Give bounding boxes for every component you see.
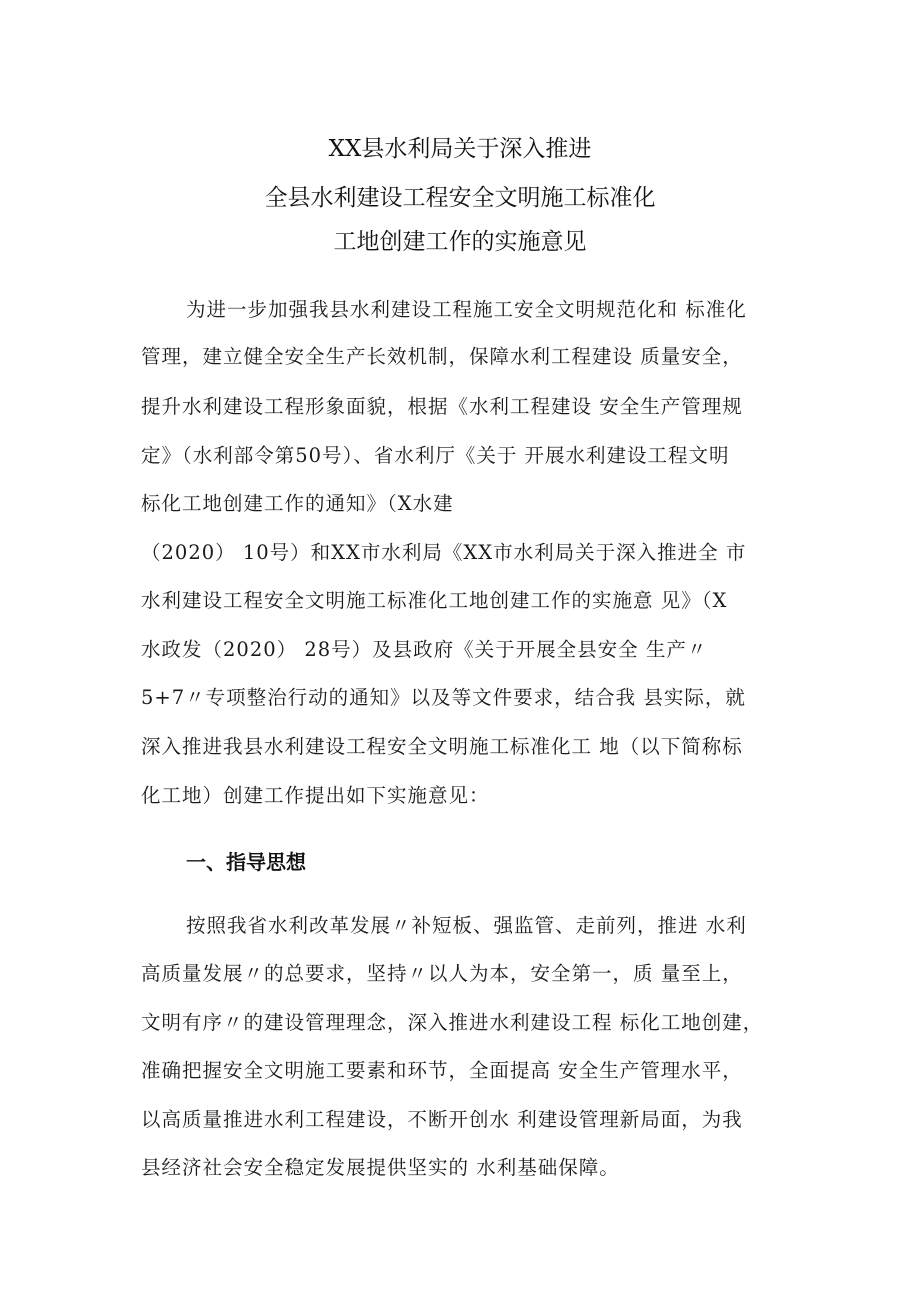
intro-line-2: 管理，建立健全安全生产长效机制，保障水利工程建设 质量安全，	[141, 345, 743, 368]
section1-line-2: 高质量发展〃的总要求，坚持〃以人为本，安全第一，质 量至上，	[141, 962, 743, 985]
intro-line-8: 水政发（2020） 28号）及县政府《关于开展全县安全 生产〃	[141, 638, 708, 661]
intro-line-4: 定》（水利部令第50号）、省水利厅《关于 开展水利建设工程文明	[141, 444, 730, 467]
section1-line-5: 以高质量推进水利工程建设，不断开创水 利建设管理新局面，为我	[141, 1108, 743, 1131]
title-line-1: XX县水利局关于深入推进	[328, 136, 592, 162]
intro-line-6: （2020） 10号）和XX市水利局《XX市水利局关于深入推进全 市	[141, 541, 747, 564]
section-heading-guiding-ideology: 一、指导思想	[186, 850, 306, 874]
intro-line-3: 提升水利建设工程形象面貌，根据《水利工程建设 安全生产管理规	[141, 395, 743, 418]
intro-line-5: 标化工地创建工作的通知》（X水建	[141, 492, 454, 515]
section1-line-6: 县经济社会安全稳定发展提供坚实的 水利基础保障。	[141, 1156, 620, 1179]
intro-line-1: 为进一步加强我县水利建设工程施工安全文明规范化和 标准化	[186, 298, 747, 321]
intro-line-9: 5+7〃专项整治行动的通知》以及等文件要求，结合我 县实际，就	[141, 686, 746, 709]
section1-line-4: 准确把握安全文明施工要素和环节，全面提高 安全生产管理水平，	[141, 1059, 743, 1082]
title-line-3: 工地创建工作的实施意见	[333, 229, 587, 255]
title-line-2: 全县水利建设工程安全文明施工标准化	[264, 185, 656, 211]
intro-line-11: 化工地）创建工作提出如下实施意见：	[141, 784, 490, 807]
intro-line-7: 水利建设工程安全文明施工标准化工地创建工作的实施意 见》（X	[141, 589, 728, 612]
section1-line-3: 文明有序〃的建设管理理念，深入推进水利建设工程 标化工地创建，	[141, 1011, 764, 1034]
section1-line-1: 按照我省水利改革发展〃补短板、强监管、走前列，推进 水利	[186, 914, 747, 937]
intro-line-10: 深入推进我县水利建设工程安全文明施工标准化工 地（以下简称标	[141, 735, 743, 758]
